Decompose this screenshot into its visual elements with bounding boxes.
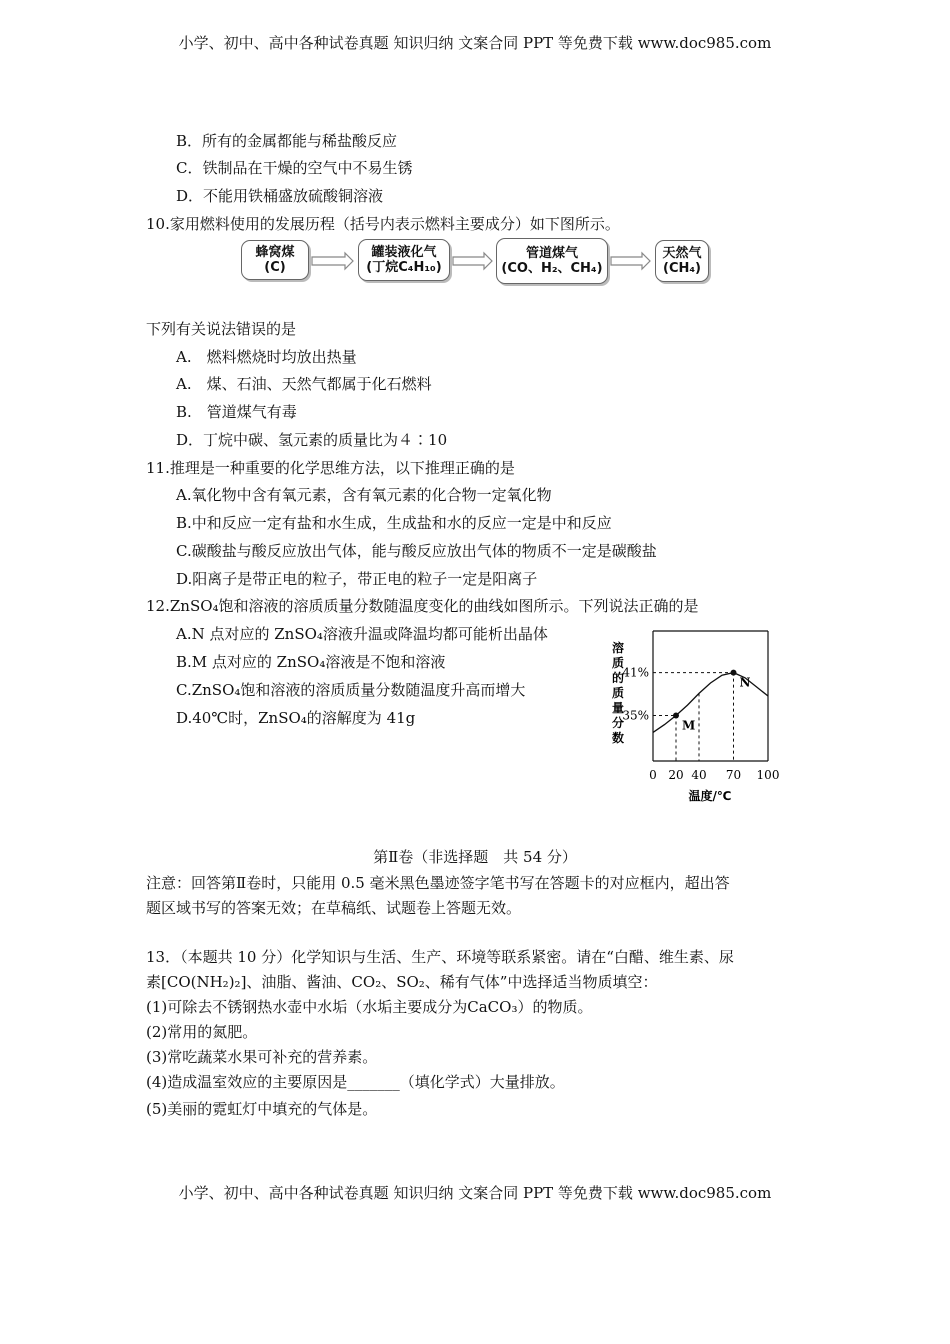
q10-option-3: B. 管道煤气有毒 <box>176 403 297 421</box>
q12-option-d: D.40℃时，ZnSO₄的溶解度为 41g <box>176 709 416 727</box>
y-axis-label: 溶质的质量分数 <box>612 641 625 745</box>
page-header: 小学、初中、高中各种试卷真题 知识归纳 文案合同 PPT 等免费下载 www.doc985.com <box>178 34 772 52</box>
q11-stem: 11.推理是一种重要的化学思维方法，以下推理正确的是 <box>146 459 515 477</box>
x-tick-label: 40 <box>691 768 707 782</box>
q10-option-4: D．丁烷中碳、氢元素的质量比为４∶10 <box>176 431 448 449</box>
q9-option-d: D．不能用铁桶盛放硫酸铜溶液 <box>176 187 384 205</box>
q12-option-b: B.M 点对应的 ZnSO₄溶液是不饱和溶液 <box>176 653 446 671</box>
point-M <box>673 713 679 719</box>
flow-box-name: 天然气 <box>662 246 702 261</box>
q13-item-5: (5)美丽的霓虹灯中填充的气体是。 <box>146 1100 378 1118</box>
flow-box-name: 管道煤气 <box>525 246 578 261</box>
q9-option-b: B．所有的金属都能与稀盐酸反应 <box>176 132 398 150</box>
q10-option-1: A. 燃料燃烧时均放出热量 <box>176 348 357 366</box>
flow-box-name: 蜂窝煤 <box>255 245 295 260</box>
flow-box-formula: (CH₄) <box>663 261 701 276</box>
flow-box-formula: (丁烷C₄H₁₀) <box>366 260 442 275</box>
chart-frame <box>653 631 768 761</box>
q10-prompt: 下列有关说法错误的是 <box>146 320 297 338</box>
y-tick-label: 35% <box>622 708 649 723</box>
q13-item-3: (3)常吃蔬菜水果可补充的营养素。 <box>146 1048 378 1066</box>
q11-option-c: C.碳酸盐与酸反应放出气体，能与酸反应放出气体的物质不一定是碳酸盐 <box>176 542 657 560</box>
series-line <box>653 673 768 733</box>
q13-item-1: (1)可除去不锈钢热水壶中水垢（水垢主要成分为CaCO₃）的物质。 <box>146 998 593 1016</box>
y-tick-label: 41% <box>622 665 649 680</box>
section2-note-line1: 注意：回答第Ⅱ卷时，只能用 0.5 毫米黑色墨迹签字笔书写在答题卡的对应框内，超出答 <box>146 874 730 892</box>
flow-box-formula: (CO、H₂、CH₄) <box>501 261 603 276</box>
q13-stem-line2: 素[CO(NH₂)₂]、油脂、酱油、CO₂、SO₂、稀有气体”中选择适当物质填空： <box>146 973 658 991</box>
q12-stem: 12.ZnSO₄饱和溶液的溶质质量分数随温度变化的曲线如图所示。下列说法正确的是 <box>146 597 699 615</box>
point-N <box>731 670 737 676</box>
x-tick-label: 100 <box>756 768 780 782</box>
q11-option-b: B.中和反应一定有盐和水生成，生成盐和水的反应一定是中和反应 <box>176 514 612 532</box>
q9-option-c: C．铁制品在干燥的空气中不易生锈 <box>176 159 413 177</box>
x-tick-label: 0 <box>649 768 657 782</box>
section2-note-line2: 题区域书写的答案无效；在草稿纸、试题卷上答题无效。 <box>146 899 522 917</box>
x-axis-label: 温度/℃ <box>688 789 732 803</box>
q11-option-d: D.阳离子是带正电的粒子，带正电的粒子一定是阳离子 <box>176 570 538 588</box>
x-tick-label: 70 <box>725 768 742 782</box>
page-footer: 小学、初中、高中各种试卷真题 知识归纳 文案合同 PPT 等免费下载 www.doc985.com <box>178 1184 772 1202</box>
point-label-M: M <box>682 718 696 733</box>
q13-stem-line1: 13．（本题共 10 分）化学知识与生活、生产、环境等联系紧密。请在“白醋、维生素、尿 <box>146 948 734 966</box>
q13-item-4: (4)造成温室效应的主要原因是_______（填化学式）大量排放。 <box>146 1073 565 1091</box>
flow-box-name: 罐装液化气 <box>371 245 437 260</box>
q10-stem: 10.家用燃料使用的发展历程（括号内表示燃料主要成分）如下图所示。 <box>146 215 620 233</box>
q11-option-a: A.氧化物中含有氧元素，含有氧元素的化合物一定氧化物 <box>176 486 552 504</box>
flow-box-formula: (C) <box>264 260 286 275</box>
q10-option-2: A. 煤、石油、天然气都属于化石燃料 <box>176 375 432 393</box>
point-label-N: N <box>739 675 751 690</box>
q13-item-2: (2)常用的氮肥。 <box>146 1023 258 1041</box>
flow-arrows <box>0 0 950 300</box>
q12-option-a: A.N 点对应的 ZnSO₄溶液升温或降温均都可能析出晶体 <box>176 625 548 643</box>
arrow-icon <box>312 253 650 269</box>
solubility-chart <box>595 620 795 810</box>
x-tick-label: 20 <box>668 768 684 782</box>
q12-option-c: C.ZnSO₄饱和溶液的溶质质量分数随温度升高而增大 <box>176 681 526 699</box>
section2-title: 第Ⅱ卷（非选择题 共 54 分） <box>373 848 577 866</box>
